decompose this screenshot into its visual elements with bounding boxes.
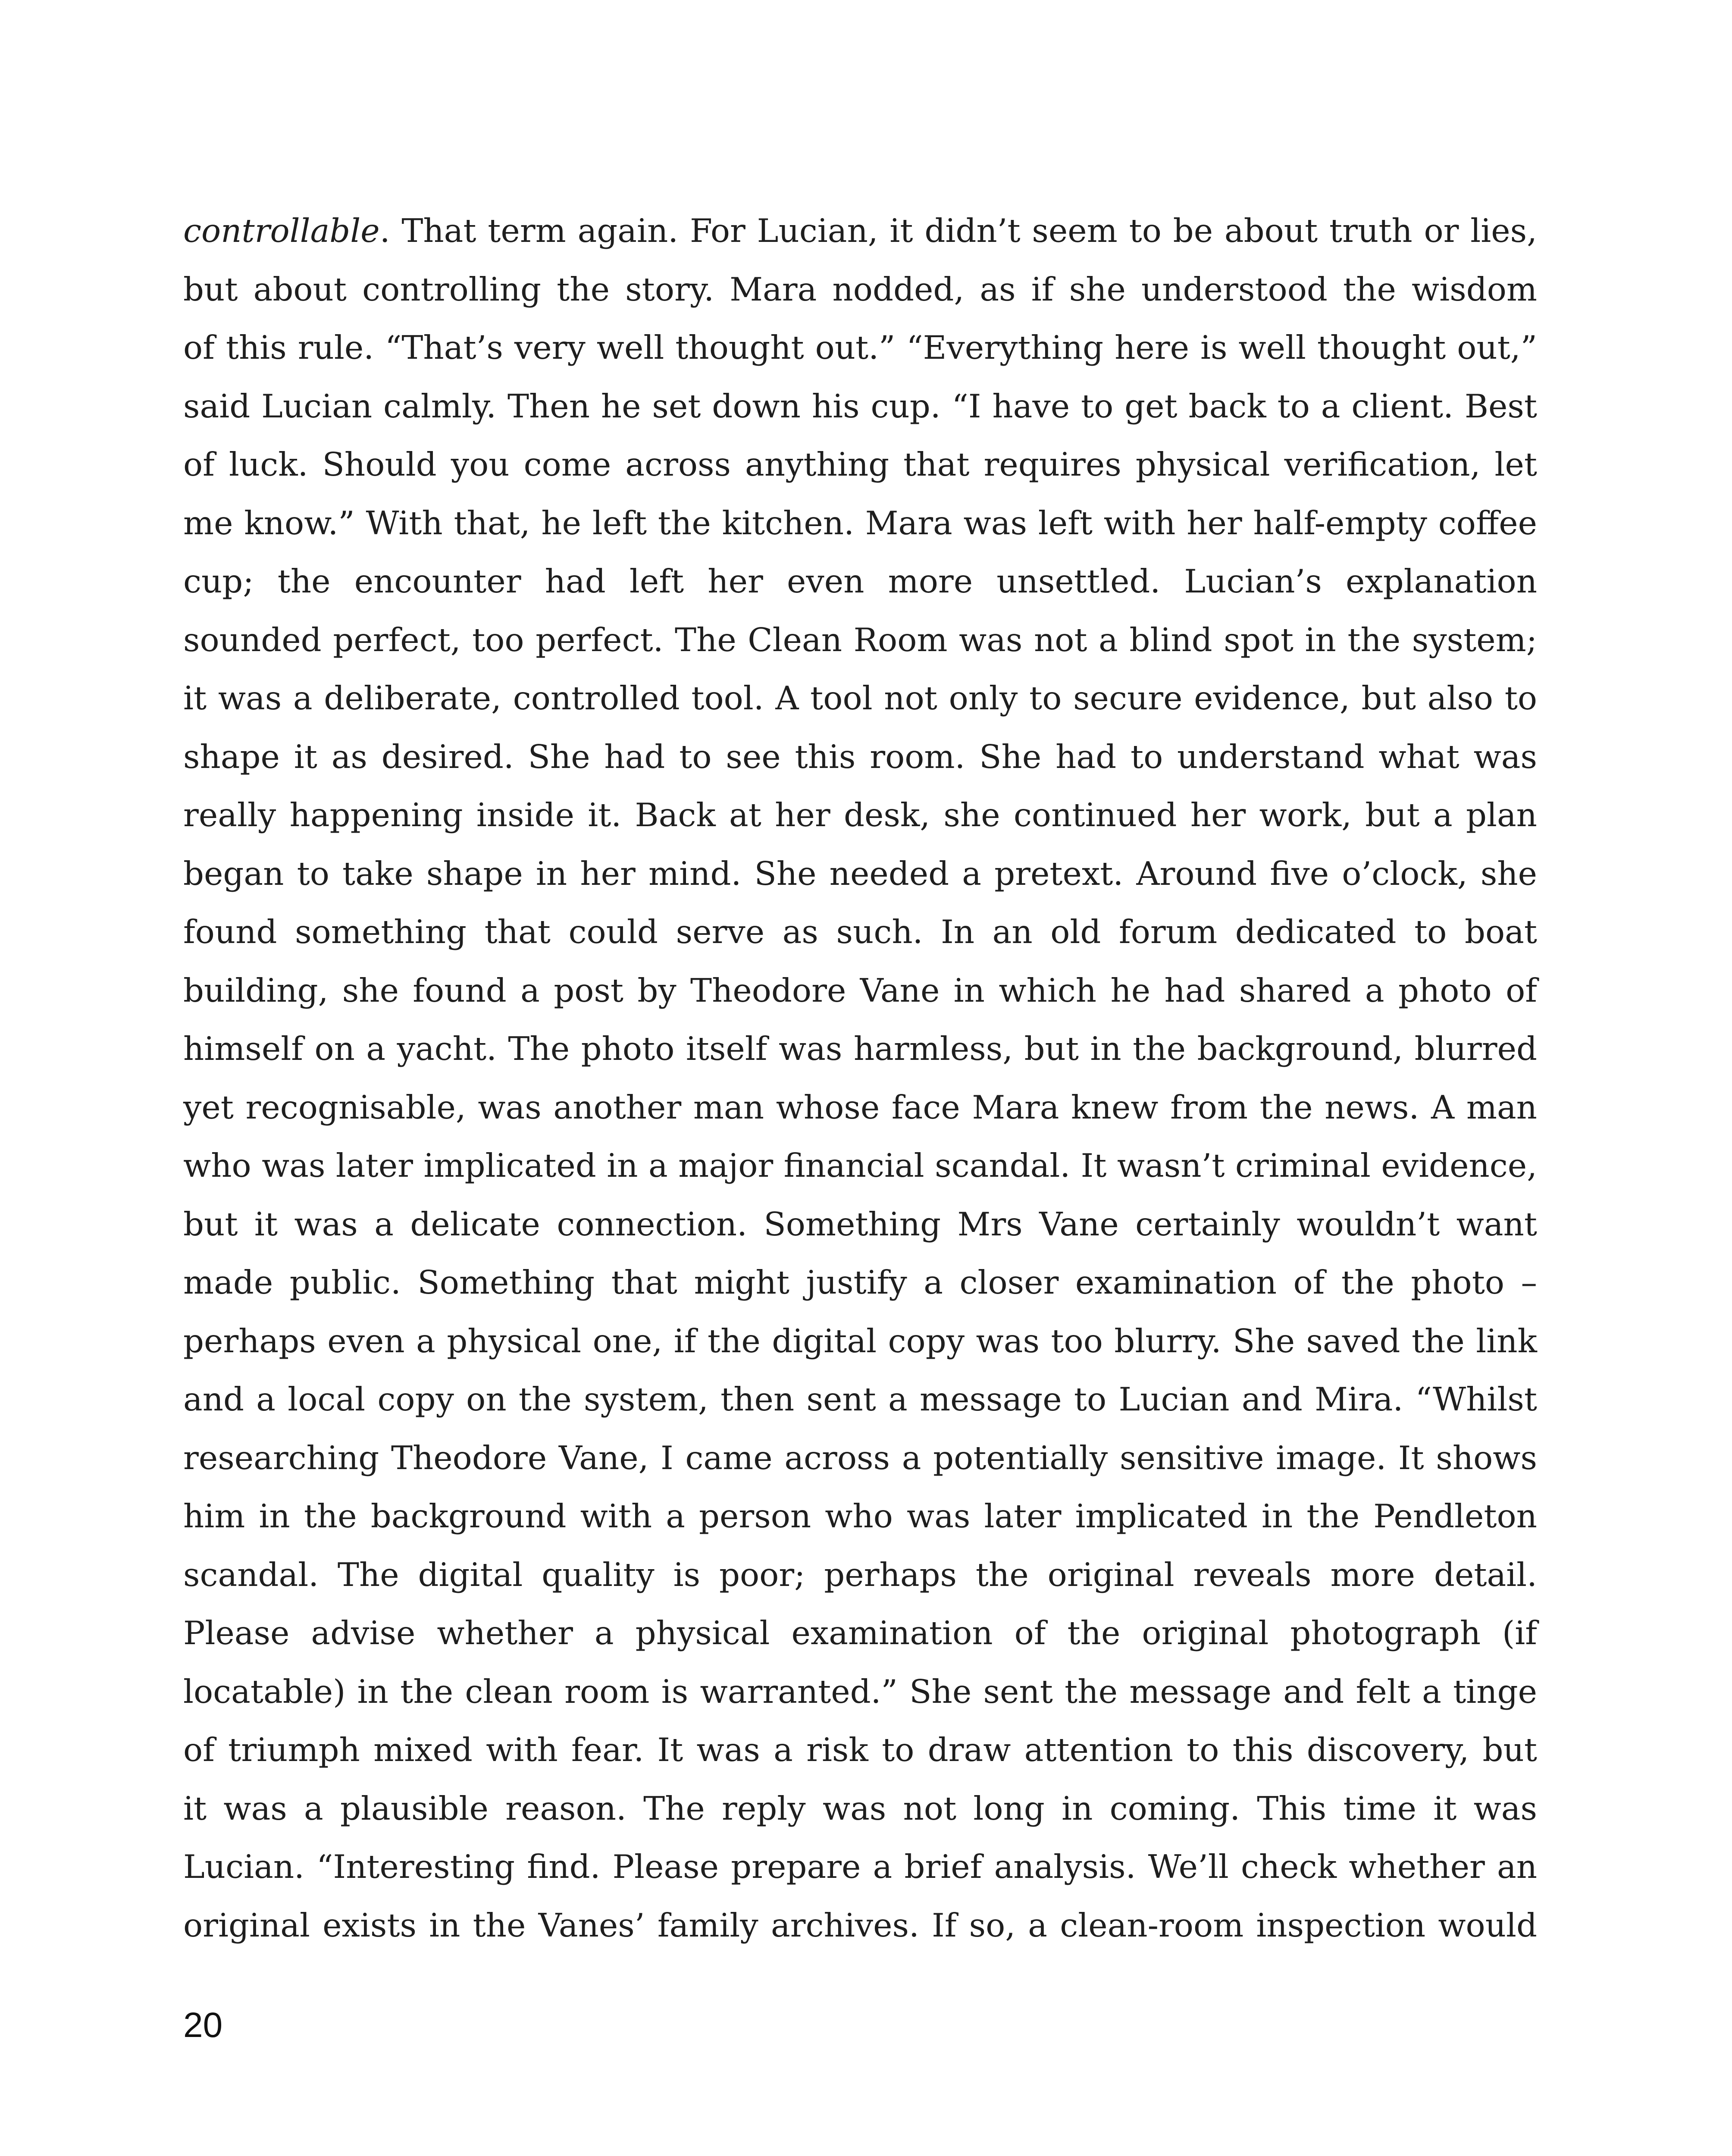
text-line-7: cup; the encounter had left her even more unsettled. Lucian’s explanation — [183, 562, 1537, 600]
text-line-24: scandal. The digital quality is poor; perhaps the original reveals more detail. — [183, 1555, 1537, 1594]
text-line-29: Lucian. “Interesting find. Please prepare a brief analysis. We’ll check whether an — [183, 1848, 1537, 1886]
text-line-6: me know.” With that, he left the kitchen. Mara was left with her half-empty coffee — [183, 504, 1537, 542]
text-line-4: said Lucian calmly. Then he set down his cup. “I have to get back to a client. Best — [183, 387, 1537, 425]
text-line-1 — [183, 202, 1537, 260]
text-line-5: of luck. Should you come across anything that requires physical verification, let — [183, 445, 1537, 483]
text-line-18: but it was a delicate connection. Something Mrs Vane certainly wouldn’t want — [183, 1205, 1537, 1243]
text-line-15: himself on a yacht. The photo itself was harmless, but in the background, blurred — [183, 1030, 1537, 1068]
text-line-14: building, she found a post by Theodore Vane in which he had shared a photo of — [183, 971, 1537, 1009]
text-line-20: perhaps even a physical one, if the digital copy was too blurry. She saved the link — [183, 1322, 1537, 1360]
line-text: . That term again. For Lucian, it didn’t seem to be about truth or lies, — [379, 212, 1537, 250]
page-number: 20 — [183, 2006, 223, 2045]
text-line-26: locatable) in the clean room is warranted.” She sent the message and felt a tinge — [183, 1672, 1537, 1711]
text-line-19: made public. Something that might justify a closer examination of the photo – — [183, 1263, 1537, 1301]
text-line-10: shape it as desired. She had to see this room. She had to understand what was — [183, 737, 1537, 776]
text-line-16: yet recognisable, was another man whose face Mara knew from the news. A man — [183, 1088, 1537, 1126]
text-line-30: original exists in the Vanes’ family archives. If so, a clean-room inspection would — [183, 1906, 1537, 1944]
text-line-23: him in the background with a person who was later implicated in the Pendleton — [183, 1497, 1537, 1535]
text-line-11: really happening inside it. Back at her desk, she continued her work, but a plan — [183, 796, 1537, 834]
text-line-9: it was a deliberate, controlled tool. A tool not only to secure evidence, but also to — [183, 679, 1537, 717]
text-line-12: began to take shape in her mind. She needed a pretext. Around five o’clock, she — [183, 854, 1537, 893]
text-line-25: Please advise whether a physical examination of the original photograph (if — [183, 1614, 1537, 1652]
text-line-27: of triumph mixed with fear. It was a risk to draw attention to this discovery, but — [183, 1731, 1537, 1769]
text-line-8: sounded perfect, too perfect. The Clean Room was not a blind spot in the system; — [183, 620, 1537, 659]
text-line-17: who was later implicated in a major financial scandal. It wasn’t criminal evidence, — [183, 1147, 1537, 1185]
italic-word: controllable — [183, 212, 380, 250]
text-line-21: and a local copy on the system, then sent a message to Lucian and Mira. “Whilst — [183, 1380, 1537, 1418]
body-text — [183, 202, 1537, 1955]
text-line-2: but about controlling the story. Mara nodded, as if she understood the wisdom — [183, 270, 1537, 308]
text-line-28: it was a plausible reason. The reply was not long in coming. This time it was — [183, 1789, 1537, 1827]
text-line-3: of this rule. “That’s very well thought out.” “Everything here is well thought out,” — [183, 329, 1537, 367]
text-line-22: researching Theodore Vane, I came across a potentially sensitive image. It shows — [183, 1438, 1537, 1477]
text-line-13: found something that could serve as such. In an old forum dedicated to boat — [183, 913, 1537, 951]
